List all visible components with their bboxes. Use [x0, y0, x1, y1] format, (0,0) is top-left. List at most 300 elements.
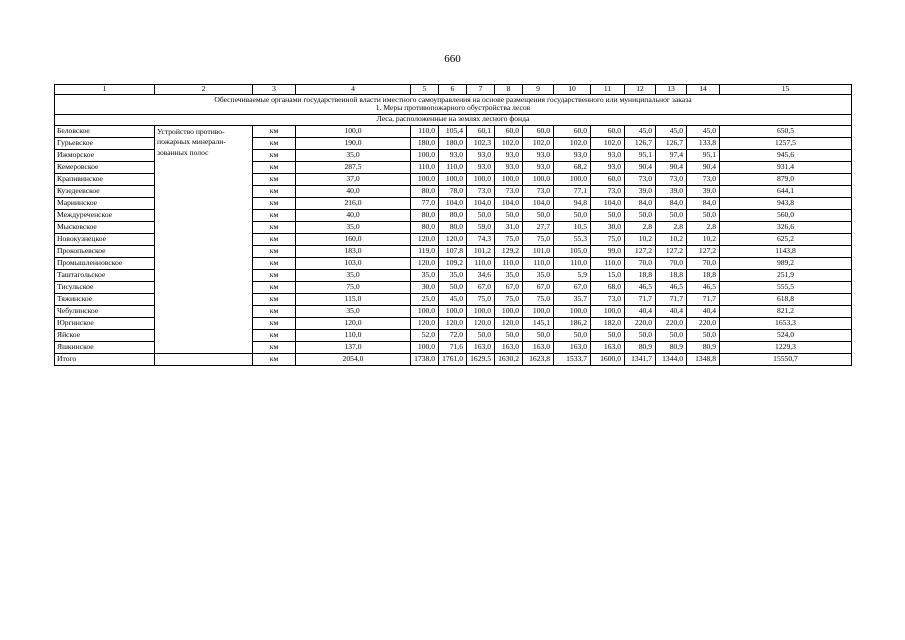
value-col-15: 251,9 [720, 269, 852, 281]
column-number: 9 [523, 85, 554, 95]
value-col-14: 133,8 [687, 137, 720, 149]
value-col-6: 80,0 [439, 221, 467, 233]
unit: км [253, 197, 296, 209]
value-col-12: 2,8 [625, 221, 656, 233]
value-col-14: 50,0 [687, 329, 720, 341]
value-col-15: 326,6 [720, 221, 852, 233]
value-col-14: 90,4 [687, 161, 720, 173]
value-col-9: 100,0 [523, 173, 554, 185]
value-col-15: 1257,5 [720, 137, 852, 149]
value-col-7: 100,0 [467, 305, 495, 317]
value-col-12: 220,0 [625, 317, 656, 329]
unit: км [253, 353, 296, 365]
value-col-14: 40,4 [687, 305, 720, 317]
value-col-8: 129,2 [495, 245, 523, 257]
value-col-15: 560,0 [720, 209, 852, 221]
value-col-4: 75,0 [296, 281, 411, 293]
column-number: 4 [296, 85, 411, 95]
value-col-8: 75,0 [495, 233, 523, 245]
value-col-15: 821,2 [720, 305, 852, 317]
value-col-14: 71,7 [687, 293, 720, 305]
value-col-4: 100,0 [296, 125, 411, 137]
activity-description: Устройство противо-пожарных минерали-зованных полос [155, 125, 253, 353]
unit: км [253, 125, 296, 137]
value-col-7: 93,0 [467, 161, 495, 173]
value-col-8: 73,0 [495, 185, 523, 197]
value-col-7: 73,0 [467, 185, 495, 197]
subsection-row [55, 114, 852, 125]
value-col-11: 99,0 [591, 245, 625, 257]
value-col-12: 73,0 [625, 173, 656, 185]
value-col-4: 115,0 [296, 293, 411, 305]
value-col-6: 72,0 [439, 329, 467, 341]
value-col-7: 74,3 [467, 233, 495, 245]
value-col-6: 100,0 [439, 173, 467, 185]
unit: км [253, 173, 296, 185]
value-col-7: 1629,5 [467, 353, 495, 365]
unit: км [253, 269, 296, 281]
value-col-6: 100,0 [439, 305, 467, 317]
value-col-14: 45,0 [687, 125, 720, 137]
value-col-4: 40,0 [296, 185, 411, 197]
value-col-9: 75,0 [523, 233, 554, 245]
value-col-9: 145,1 [523, 317, 554, 329]
value-col-4: 216,0 [296, 197, 411, 209]
value-col-7: 75,0 [467, 293, 495, 305]
value-col-10: 102,0 [554, 137, 591, 149]
value-col-13: 10,2 [656, 233, 687, 245]
district-name: Гурьевское [55, 137, 155, 149]
district-name: Мариинское [55, 197, 155, 209]
value-col-8: 50,0 [495, 329, 523, 341]
value-col-4: 120,0 [296, 317, 411, 329]
value-col-8: 1630,2 [495, 353, 523, 365]
value-col-10: 55,3 [554, 233, 591, 245]
value-col-14: 1348,8 [687, 353, 720, 365]
value-col-10: 163,0 [554, 341, 591, 353]
value-col-4: 35,0 [296, 149, 411, 161]
value-col-9: 1623,8 [523, 353, 554, 365]
value-col-15: 945,6 [720, 149, 852, 161]
value-col-4: 40,0 [296, 209, 411, 221]
column-number: 8 [495, 85, 523, 95]
value-col-12: 50,0 [625, 329, 656, 341]
table-row [55, 125, 852, 137]
value-col-8: 93,0 [495, 161, 523, 173]
district-name: Промышленновское [55, 257, 155, 269]
value-col-10: 105,0 [554, 245, 591, 257]
value-col-15: 1653,3 [720, 317, 852, 329]
value-col-6: 50,0 [439, 281, 467, 293]
district-name: Мысковское [55, 221, 155, 233]
value-col-4: 2054,0 [296, 353, 411, 365]
value-col-5: 120,0 [411, 233, 439, 245]
value-col-12: 80,9 [625, 341, 656, 353]
value-col-7: 34,6 [467, 269, 495, 281]
value-col-9: 100,0 [523, 305, 554, 317]
value-col-15: 989,2 [720, 257, 852, 269]
value-col-6: 80,0 [439, 209, 467, 221]
value-col-11: 60,0 [591, 173, 625, 185]
value-col-10: 67,0 [554, 281, 591, 293]
value-col-13: 80,9 [656, 341, 687, 353]
subsection-title: Леса, расположенные на землях лесного фонда [55, 114, 852, 125]
value-col-14: 39,0 [687, 185, 720, 197]
value-col-10: 1533,7 [554, 353, 591, 365]
value-col-6: 93,0 [439, 149, 467, 161]
unit: км [253, 149, 296, 161]
value-col-12: 95,1 [625, 149, 656, 161]
value-col-4: 35,0 [296, 269, 411, 281]
value-col-5: 80,0 [411, 185, 439, 197]
value-col-9: 35,0 [523, 269, 554, 281]
value-col-10: 50,0 [554, 209, 591, 221]
value-col-11: 50,0 [591, 329, 625, 341]
value-col-4: 137,0 [296, 341, 411, 353]
value-col-5: 120,0 [411, 257, 439, 269]
value-col-5: 180,0 [411, 137, 439, 149]
value-col-7: 93,0 [467, 149, 495, 161]
value-col-8: 104,0 [495, 197, 523, 209]
value-col-5: 1738,0 [411, 353, 439, 365]
value-col-11: 102,0 [591, 137, 625, 149]
page-number: 660 [444, 53, 461, 65]
value-col-6: 45,0 [439, 293, 467, 305]
value-col-6: 104,0 [439, 197, 467, 209]
district-name: Яйское [55, 329, 155, 341]
column-number: 1 [55, 85, 155, 95]
unit: км [253, 245, 296, 257]
value-col-14: 2,8 [687, 221, 720, 233]
district-name: Прокопьевское [55, 245, 155, 257]
value-col-12: 90,4 [625, 161, 656, 173]
value-col-9: 50,0 [523, 209, 554, 221]
value-col-11: 163,0 [591, 341, 625, 353]
value-col-15: 1229,3 [720, 341, 852, 353]
value-col-4: 190,0 [296, 137, 411, 149]
value-col-9: 163,0 [523, 341, 554, 353]
column-number: 7 [467, 85, 495, 95]
value-col-10: 60,0 [554, 125, 591, 137]
value-col-11: 30,0 [591, 221, 625, 233]
column-number: 14 [687, 85, 720, 95]
value-col-7: 60,1 [467, 125, 495, 137]
unit: км [253, 341, 296, 353]
value-col-14: 80,9 [687, 341, 720, 353]
column-number: 15 [720, 85, 852, 95]
value-col-14: 220,0 [687, 317, 720, 329]
value-col-13: 50,0 [656, 209, 687, 221]
value-col-10: 110,0 [554, 257, 591, 269]
value-col-11: 100,0 [591, 305, 625, 317]
value-col-12: 45,0 [625, 125, 656, 137]
value-col-5: 77,0 [411, 197, 439, 209]
value-col-14: 46,5 [687, 281, 720, 293]
value-col-9: 93,0 [523, 149, 554, 161]
value-col-15: 15550,7 [720, 353, 852, 365]
value-col-5: 120,0 [411, 317, 439, 329]
column-number: 2 [155, 85, 253, 95]
value-col-10: 5,9 [554, 269, 591, 281]
value-col-13: 18,8 [656, 269, 687, 281]
value-col-14: 84,0 [687, 197, 720, 209]
value-col-5: 100,0 [411, 341, 439, 353]
value-col-13: 84,0 [656, 197, 687, 209]
value-col-14: 73,0 [687, 173, 720, 185]
value-col-11: 93,0 [591, 161, 625, 173]
district-name: Яшкинское [55, 341, 155, 353]
value-col-12: 10,2 [625, 233, 656, 245]
value-col-7: 104,0 [467, 197, 495, 209]
value-col-12: 40,4 [625, 305, 656, 317]
value-col-13: 1344,0 [656, 353, 687, 365]
value-col-5: 110,0 [411, 161, 439, 173]
district-name: Ижморское [55, 149, 155, 161]
value-col-11: 73,0 [591, 185, 625, 197]
district-name: Кемеровское [55, 161, 155, 173]
value-col-13: 2,8 [656, 221, 687, 233]
value-col-5: 100,0 [411, 305, 439, 317]
value-col-14: 10,2 [687, 233, 720, 245]
value-col-9: 110,0 [523, 257, 554, 269]
value-col-5: 119,0 [411, 245, 439, 257]
value-col-7: 120,0 [467, 317, 495, 329]
value-col-15: 524,0 [720, 329, 852, 341]
value-col-11: 68,0 [591, 281, 625, 293]
value-col-13: 126,7 [656, 137, 687, 149]
value-col-9: 27,7 [523, 221, 554, 233]
value-col-4: 35,0 [296, 305, 411, 317]
value-col-15: 1143,8 [720, 245, 852, 257]
value-col-6: 109,2 [439, 257, 467, 269]
value-col-8: 163,0 [495, 341, 523, 353]
value-col-8: 120,0 [495, 317, 523, 329]
value-col-11: 50,0 [591, 209, 625, 221]
value-col-9: 101,0 [523, 245, 554, 257]
value-col-13: 46,5 [656, 281, 687, 293]
column-number: 6 [439, 85, 467, 95]
value-col-12: 126,7 [625, 137, 656, 149]
unit: км [253, 233, 296, 245]
value-col-5: 25,0 [411, 293, 439, 305]
value-col-12: 46,5 [625, 281, 656, 293]
column-number: 13 [656, 85, 687, 95]
unit: км [253, 137, 296, 149]
value-col-5: 30,0 [411, 281, 439, 293]
value-col-5: 100,0 [411, 173, 439, 185]
unit: км [253, 209, 296, 221]
value-col-6: 78,0 [439, 185, 467, 197]
value-col-11: 1600,0 [591, 353, 625, 365]
value-col-9: 50,0 [523, 329, 554, 341]
district-name: Новокузнецкое [55, 233, 155, 245]
value-col-4: 183,0 [296, 245, 411, 257]
value-col-15: 618,8 [720, 293, 852, 305]
value-col-7: 50,0 [467, 209, 495, 221]
section-header-cell [55, 95, 852, 115]
unit: км [253, 305, 296, 317]
district-name: Юргинское [55, 317, 155, 329]
value-col-11: 75,0 [591, 233, 625, 245]
value-col-15: 879,0 [720, 173, 852, 185]
unit: км [253, 161, 296, 173]
value-col-13: 90,4 [656, 161, 687, 173]
value-col-13: 50,0 [656, 329, 687, 341]
value-col-4: 37,0 [296, 173, 411, 185]
value-col-10: 10,5 [554, 221, 591, 233]
value-col-7: 102,3 [467, 137, 495, 149]
value-col-15: 943,8 [720, 197, 852, 209]
value-col-4: 287,5 [296, 161, 411, 173]
total-row [55, 353, 852, 365]
value-col-13: 220,0 [656, 317, 687, 329]
value-col-11: 73,0 [591, 293, 625, 305]
value-col-14: 95,1 [687, 149, 720, 161]
value-col-10: 35,7 [554, 293, 591, 305]
value-col-10: 94,8 [554, 197, 591, 209]
district-name: Тисульское [55, 281, 155, 293]
value-col-13: 40,4 [656, 305, 687, 317]
value-col-6: 35,0 [439, 269, 467, 281]
value-col-11: 182,0 [591, 317, 625, 329]
value-col-11: 110,0 [591, 257, 625, 269]
value-col-4: 110,0 [296, 329, 411, 341]
value-col-6: 105,4 [439, 125, 467, 137]
value-col-10: 100,0 [554, 305, 591, 317]
value-col-14: 127,2 [687, 245, 720, 257]
district-name: Крапивинское [55, 173, 155, 185]
unit: км [253, 329, 296, 341]
column-number: 10 [554, 85, 591, 95]
value-col-9: 73,0 [523, 185, 554, 197]
district-name: Чебулинское [55, 305, 155, 317]
value-col-13: 70,0 [656, 257, 687, 269]
value-col-8: 67,0 [495, 281, 523, 293]
unit: км [253, 185, 296, 197]
value-col-8: 100,0 [495, 305, 523, 317]
unit: км [253, 257, 296, 269]
value-col-15: 650,5 [720, 125, 852, 137]
value-col-9: 60,0 [523, 125, 554, 137]
value-col-13: 73,0 [656, 173, 687, 185]
district-name: Междуреченское [55, 209, 155, 221]
district-name: Тяжинское [55, 293, 155, 305]
value-col-15: 931,4 [720, 161, 852, 173]
value-col-6: 1761,0 [439, 353, 467, 365]
district-name: Итого [55, 353, 155, 365]
value-col-12: 1341,7 [625, 353, 656, 365]
value-col-6: 120,0 [439, 317, 467, 329]
value-col-5: 100,0 [411, 149, 439, 161]
value-col-8: 102,0 [495, 137, 523, 149]
value-col-12: 39,0 [625, 185, 656, 197]
value-col-9: 93,0 [523, 161, 554, 173]
value-col-4: 103,0 [296, 257, 411, 269]
column-number-row [55, 85, 852, 95]
column-number: 5 [411, 85, 439, 95]
value-col-6: 71,6 [439, 341, 467, 353]
value-col-12: 70,0 [625, 257, 656, 269]
value-col-8: 100,0 [495, 173, 523, 185]
value-col-6: 180,0 [439, 137, 467, 149]
value-col-10: 93,0 [554, 149, 591, 161]
unit: км [253, 281, 296, 293]
value-col-6: 110,0 [439, 161, 467, 173]
value-col-8: 110,0 [495, 257, 523, 269]
column-number: 3 [253, 85, 296, 95]
section-header-row [55, 95, 852, 115]
section-subtitle: 1. Меры противопожарного обустройства лесов [375, 103, 531, 113]
value-col-9: 67,0 [523, 281, 554, 293]
value-col-11: 15,0 [591, 269, 625, 281]
value-col-7: 110,0 [467, 257, 495, 269]
forest-fire-measures-table [54, 84, 852, 366]
value-col-8: 60,0 [495, 125, 523, 137]
value-col-8: 50,0 [495, 209, 523, 221]
value-col-10: 100,0 [554, 173, 591, 185]
value-col-14: 18,8 [687, 269, 720, 281]
value-col-5: 110,0 [411, 125, 439, 137]
value-col-13: 71,7 [656, 293, 687, 305]
value-col-10: 77,1 [554, 185, 591, 197]
value-col-8: 31,0 [495, 221, 523, 233]
value-col-12: 50,0 [625, 209, 656, 221]
unit: км [253, 221, 296, 233]
value-col-12: 71,7 [625, 293, 656, 305]
value-col-7: 100,0 [467, 173, 495, 185]
value-col-8: 93,0 [495, 149, 523, 161]
value-col-12: 127,2 [625, 245, 656, 257]
value-col-10: 68,2 [554, 161, 591, 173]
value-col-8: 35,0 [495, 269, 523, 281]
district-name: Таштагольское [55, 269, 155, 281]
value-col-15: 644,1 [720, 185, 852, 197]
value-col-4: 160,0 [296, 233, 411, 245]
value-col-9: 102,0 [523, 137, 554, 149]
value-col-15: 555,5 [720, 281, 852, 293]
value-col-8: 75,0 [495, 293, 523, 305]
value-col-13: 39,0 [656, 185, 687, 197]
value-col-7: 163,0 [467, 341, 495, 353]
value-col-9: 75,0 [523, 293, 554, 305]
value-col-6: 107,8 [439, 245, 467, 257]
unit: км [253, 293, 296, 305]
value-col-5: 80,0 [411, 221, 439, 233]
value-col-6: 120,0 [439, 233, 467, 245]
value-col-11: 93,0 [591, 149, 625, 161]
value-col-10: 186,2 [554, 317, 591, 329]
value-col-13: 127,2 [656, 245, 687, 257]
value-col-5: 35,0 [411, 269, 439, 281]
value-col-10: 50,0 [554, 329, 591, 341]
activity-empty [155, 353, 253, 365]
value-col-7: 59,0 [467, 221, 495, 233]
section-title: Обеспечиваемые органами государственной власти иместного самоуправления на основе размещения государственного или муниципальног заказа [214, 95, 692, 104]
value-col-14: 50,0 [687, 209, 720, 221]
value-col-7: 67,0 [467, 281, 495, 293]
value-col-4: 35,0 [296, 221, 411, 233]
value-col-13: 45,0 [656, 125, 687, 137]
district-name: Кузедеевское [55, 185, 155, 197]
value-col-7: 50,0 [467, 329, 495, 341]
district-name: Беловское [55, 125, 155, 137]
value-col-13: 97,4 [656, 149, 687, 161]
value-col-11: 104,0 [591, 197, 625, 209]
unit: км [253, 317, 296, 329]
value-col-11: 60,0 [591, 125, 625, 137]
value-col-5: 52,0 [411, 329, 439, 341]
value-col-5: 80,0 [411, 209, 439, 221]
